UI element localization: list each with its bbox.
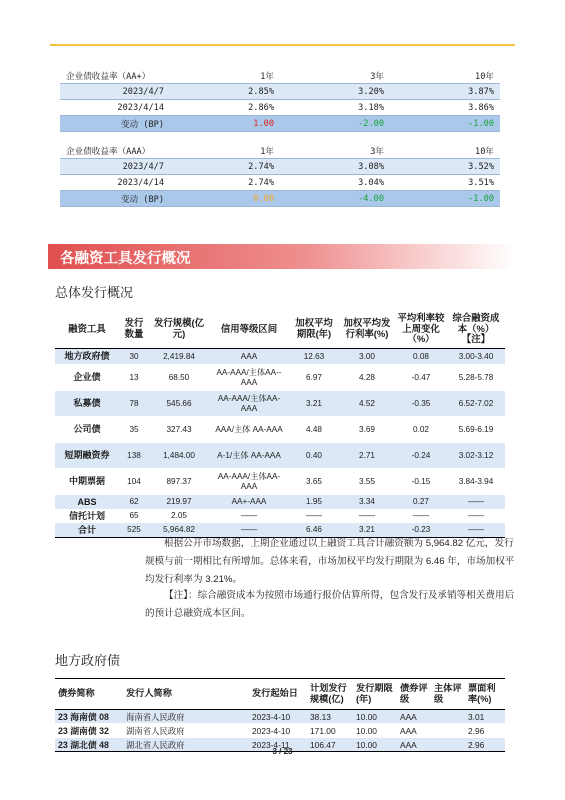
yield-date: 2023/4/14	[60, 175, 170, 191]
table-cell	[431, 724, 465, 738]
table-cell: 3.34	[339, 495, 395, 510]
tool-name: 企业债	[55, 365, 119, 391]
yield-value: 3.18%	[280, 100, 390, 116]
yield-value: 3.04%	[280, 175, 390, 191]
yield-header-row	[60, 68, 500, 84]
table-cell: 68.50	[149, 365, 209, 391]
yield-change-value: 1.00	[170, 116, 280, 132]
table-cell: 4.28	[339, 365, 395, 391]
table-cell: 3.84-3.94	[447, 469, 505, 495]
yield-date: 2023/4/7	[60, 84, 170, 100]
yield-value: 3.20%	[280, 84, 390, 100]
table-cell: -0.24	[395, 443, 447, 469]
tool-name: 公司债	[55, 417, 119, 443]
section-title: 各融资工具发行概况	[60, 251, 191, 267]
table-cell: ——	[395, 510, 447, 523]
tool-name: 地方政府债	[55, 349, 119, 365]
table-cell: 3.01	[465, 710, 505, 724]
table-cell: 219.97	[149, 495, 209, 510]
table-cell: 3.69	[339, 417, 395, 443]
table-cell: AAA	[397, 710, 431, 724]
yield-header-3y: 3年	[280, 143, 390, 159]
yield-row	[60, 100, 500, 116]
header-rule	[50, 44, 515, 46]
yield-change-row	[60, 191, 500, 207]
table-cell: 12.63	[289, 349, 339, 365]
table-row	[55, 724, 505, 738]
table-row	[55, 417, 505, 443]
bond-header-cell: 债券简称	[55, 679, 123, 710]
table-cell: AAA	[209, 349, 289, 365]
table-cell: 2.71	[339, 443, 395, 469]
table-cell: 30	[119, 349, 149, 365]
bond-header-cell: 发行起始日	[249, 679, 307, 710]
table-cell: 4.52	[339, 391, 395, 417]
bond-header-cell: 发行期限(年)	[353, 679, 397, 710]
table-cell: ——	[289, 510, 339, 523]
table-cell: 4.48	[289, 417, 339, 443]
yield-change-value: -2.00	[280, 116, 390, 132]
issuance-header-cell: 综合融资成本（%）【注】	[447, 310, 505, 349]
yield-value: 2.86%	[170, 100, 280, 116]
issuance-header-cell: 加权平均发行利率(%)	[339, 310, 395, 349]
yield-header-10y: 10年	[390, 143, 500, 159]
table-cell: 78	[119, 391, 149, 417]
section-banner	[48, 244, 515, 269]
issuance-table	[55, 310, 505, 538]
table-cell: 5.28-5.78	[447, 365, 505, 391]
tool-name: 短期融资券	[55, 443, 119, 469]
yield-change-label: 变动 (BP)	[60, 116, 170, 132]
yield-value: 2.74%	[170, 175, 280, 191]
table-cell: AAA	[397, 724, 431, 738]
yield-date: 2023/4/7	[60, 159, 170, 175]
table-cell: ——	[339, 510, 395, 523]
yield-header-1y: 1年	[170, 68, 280, 84]
note-paragraph: 【注】：综合融资成本为按照市场通行报价估算所得，包含发行及承销等相关费用后的预计总融资成本区间。	[145, 590, 515, 619]
table-row	[55, 391, 505, 417]
issuance-header-cell: 平均利率较上周变化（%）	[395, 310, 447, 349]
local-gov-bond-title: 地方政府债	[55, 654, 121, 669]
yield-change-value: -4.00	[280, 191, 390, 207]
table-cell: 5,964.82	[149, 523, 209, 538]
yield-change-value: 0.00	[170, 191, 280, 207]
table-cell: 106.47	[307, 738, 353, 752]
yield-change-value: -1.00	[390, 116, 500, 132]
table-cell: AA-AAA/主体AA-AAA	[209, 469, 289, 495]
yield-change-row	[60, 116, 500, 132]
table-cell: 0.40	[289, 443, 339, 469]
bond-header-cell: 债券评级	[397, 679, 431, 710]
table-row	[55, 349, 505, 365]
bond-name: 23 海南债 08	[55, 710, 123, 724]
issuance-header-cell: 融资工具	[55, 310, 119, 349]
table-cell: 65	[119, 510, 149, 523]
issuance-header-cell: 发行规模(亿元)	[149, 310, 209, 349]
bond-header-cell: 计划发行规模(亿)	[307, 679, 353, 710]
table-cell: AAA/主体 AA-AAA	[209, 417, 289, 443]
table-cell: 3.21	[289, 391, 339, 417]
yield-value: 2.85%	[170, 84, 280, 100]
table-cell: 327.43	[149, 417, 209, 443]
local-gov-bond-table	[55, 678, 505, 752]
yield-value: 2.74%	[170, 159, 280, 175]
table-cell: 35	[119, 417, 149, 443]
table-cell: 湖南省人民政府	[123, 724, 249, 738]
table-cell: 138	[119, 443, 149, 469]
table-cell: -0.23	[395, 523, 447, 538]
tool-name: 合计	[55, 523, 119, 538]
issuance-header-row	[55, 310, 505, 349]
table-row	[55, 510, 505, 523]
bond-name: 23 湖北债 48	[55, 738, 123, 752]
bond-header-cell: 主体评级	[431, 679, 465, 710]
table-cell: 海南省人民政府	[123, 710, 249, 724]
table-cell: ——	[209, 510, 289, 523]
table-cell: 1,484.00	[149, 443, 209, 469]
table-cell: 2.96	[465, 738, 505, 752]
yield-header-label: 企业债收益率（AAA）	[60, 143, 170, 159]
table-cell: 湖北省人民政府	[123, 738, 249, 752]
table-cell: 545.66	[149, 391, 209, 417]
table-row	[55, 710, 505, 724]
yield-header-row	[60, 143, 500, 159]
issuance-header-cell: 加权平均期限(年)	[289, 310, 339, 349]
page-number: 3 / 23	[272, 747, 293, 756]
issuance-header-cell: 发行数量	[119, 310, 149, 349]
table-cell	[431, 710, 465, 724]
yield-value: 3.51%	[390, 175, 500, 191]
table-cell: 525	[119, 523, 149, 538]
table-row	[55, 443, 505, 469]
table-cell: 62	[119, 495, 149, 510]
table-cell: 6.97	[289, 365, 339, 391]
table-cell: 10.00	[353, 724, 397, 738]
yield-value: 3.08%	[280, 159, 390, 175]
bond-header-cell: 票面利率(%)	[465, 679, 505, 710]
yield-table-aaa	[60, 143, 500, 207]
table-cell: 2.05	[149, 510, 209, 523]
table-cell: 2023-4-10	[249, 724, 307, 738]
tool-name: 信托计划	[55, 510, 119, 523]
table-cell: AAA	[397, 738, 431, 752]
table-cell: 1.95	[289, 495, 339, 510]
tool-name: 中期票据	[55, 469, 119, 495]
table-cell: 10.00	[353, 710, 397, 724]
table-cell: 5.69-6.19	[447, 417, 505, 443]
table-cell: ——	[209, 523, 289, 538]
yield-row	[60, 159, 500, 175]
table-cell: 3.55	[339, 469, 395, 495]
table-cell: 2023-4-10	[249, 710, 307, 724]
yield-date: 2023/4/14	[60, 100, 170, 116]
table-cell: 0.27	[395, 495, 447, 510]
table-cell: 0.08	[395, 349, 447, 365]
table-cell: 2023-4-11	[249, 738, 307, 752]
table-cell: AA-AAA/主体AA-AAA	[209, 391, 289, 417]
table-row	[55, 469, 505, 495]
table-cell: 6.46	[289, 523, 339, 538]
yield-header-10y: 10年	[390, 68, 500, 84]
issuance-header-cell: 信用等级区间	[209, 310, 289, 349]
table-cell: -0.15	[395, 469, 447, 495]
table-cell: 2.96	[465, 724, 505, 738]
table-cell: 6.52-7.02	[447, 391, 505, 417]
yield-value: 3.52%	[390, 159, 500, 175]
table-cell: 0.02	[395, 417, 447, 443]
yield-change-value: -1.00	[390, 191, 500, 207]
table-cell: -0.47	[395, 365, 447, 391]
bond-name: 23 湖南债 32	[55, 724, 123, 738]
table-cell: 10.00	[353, 738, 397, 752]
tool-name: 私募债	[55, 391, 119, 417]
yield-value: 3.86%	[390, 100, 500, 116]
table-cell: 104	[119, 469, 149, 495]
table-cell: 38.13	[307, 710, 353, 724]
table-cell: 897.37	[149, 469, 209, 495]
yield-header-3y: 3年	[280, 68, 390, 84]
table-cell: 3.21	[339, 523, 395, 538]
yield-table-aaplus	[60, 68, 500, 132]
table-cell: 3.00-3.40	[447, 349, 505, 365]
table-cell: AA+-AAA	[209, 495, 289, 510]
table-cell: A-1/主体 AA-AAA	[209, 443, 289, 469]
table-cell: 13	[119, 365, 149, 391]
yield-change-label: 变动 (BP)	[60, 191, 170, 207]
bond-header-cell: 发行人简称	[123, 679, 249, 710]
tool-name: ABS	[55, 495, 119, 510]
yield-row	[60, 175, 500, 191]
table-cell: 3.65	[289, 469, 339, 495]
yield-value: 3.87%	[390, 84, 500, 100]
yield-header-1y: 1年	[170, 143, 280, 159]
yield-row	[60, 84, 500, 100]
table-cell: ——	[447, 495, 505, 510]
overview-title: 总体发行概况	[55, 286, 134, 301]
table-cell: ——	[447, 523, 505, 538]
table-cell: ——	[447, 510, 505, 523]
table-cell: 3.02-3.12	[447, 443, 505, 469]
table-cell: 3.00	[339, 349, 395, 365]
table-cell: 171.00	[307, 724, 353, 738]
yield-header-label: 企业债收益率（AA+）	[60, 68, 170, 84]
table-cell: AA-AAA/主体AA--AAA	[209, 365, 289, 391]
table-row	[55, 365, 505, 391]
table-row	[55, 495, 505, 510]
bond-header-row	[55, 679, 505, 710]
table-cell: -0.35	[395, 391, 447, 417]
summary-paragraph: 根据公开市场数据，上期企业通过以上融资工具合计融资额为 5,964.82 亿元，发行规模与前一期相比有所增加。总体来看，市场加权平均发行期限为 6.46 年，市场加权平均发行利率为 3.21%。	[145, 538, 515, 585]
table-cell: 2,419.84	[149, 349, 209, 365]
